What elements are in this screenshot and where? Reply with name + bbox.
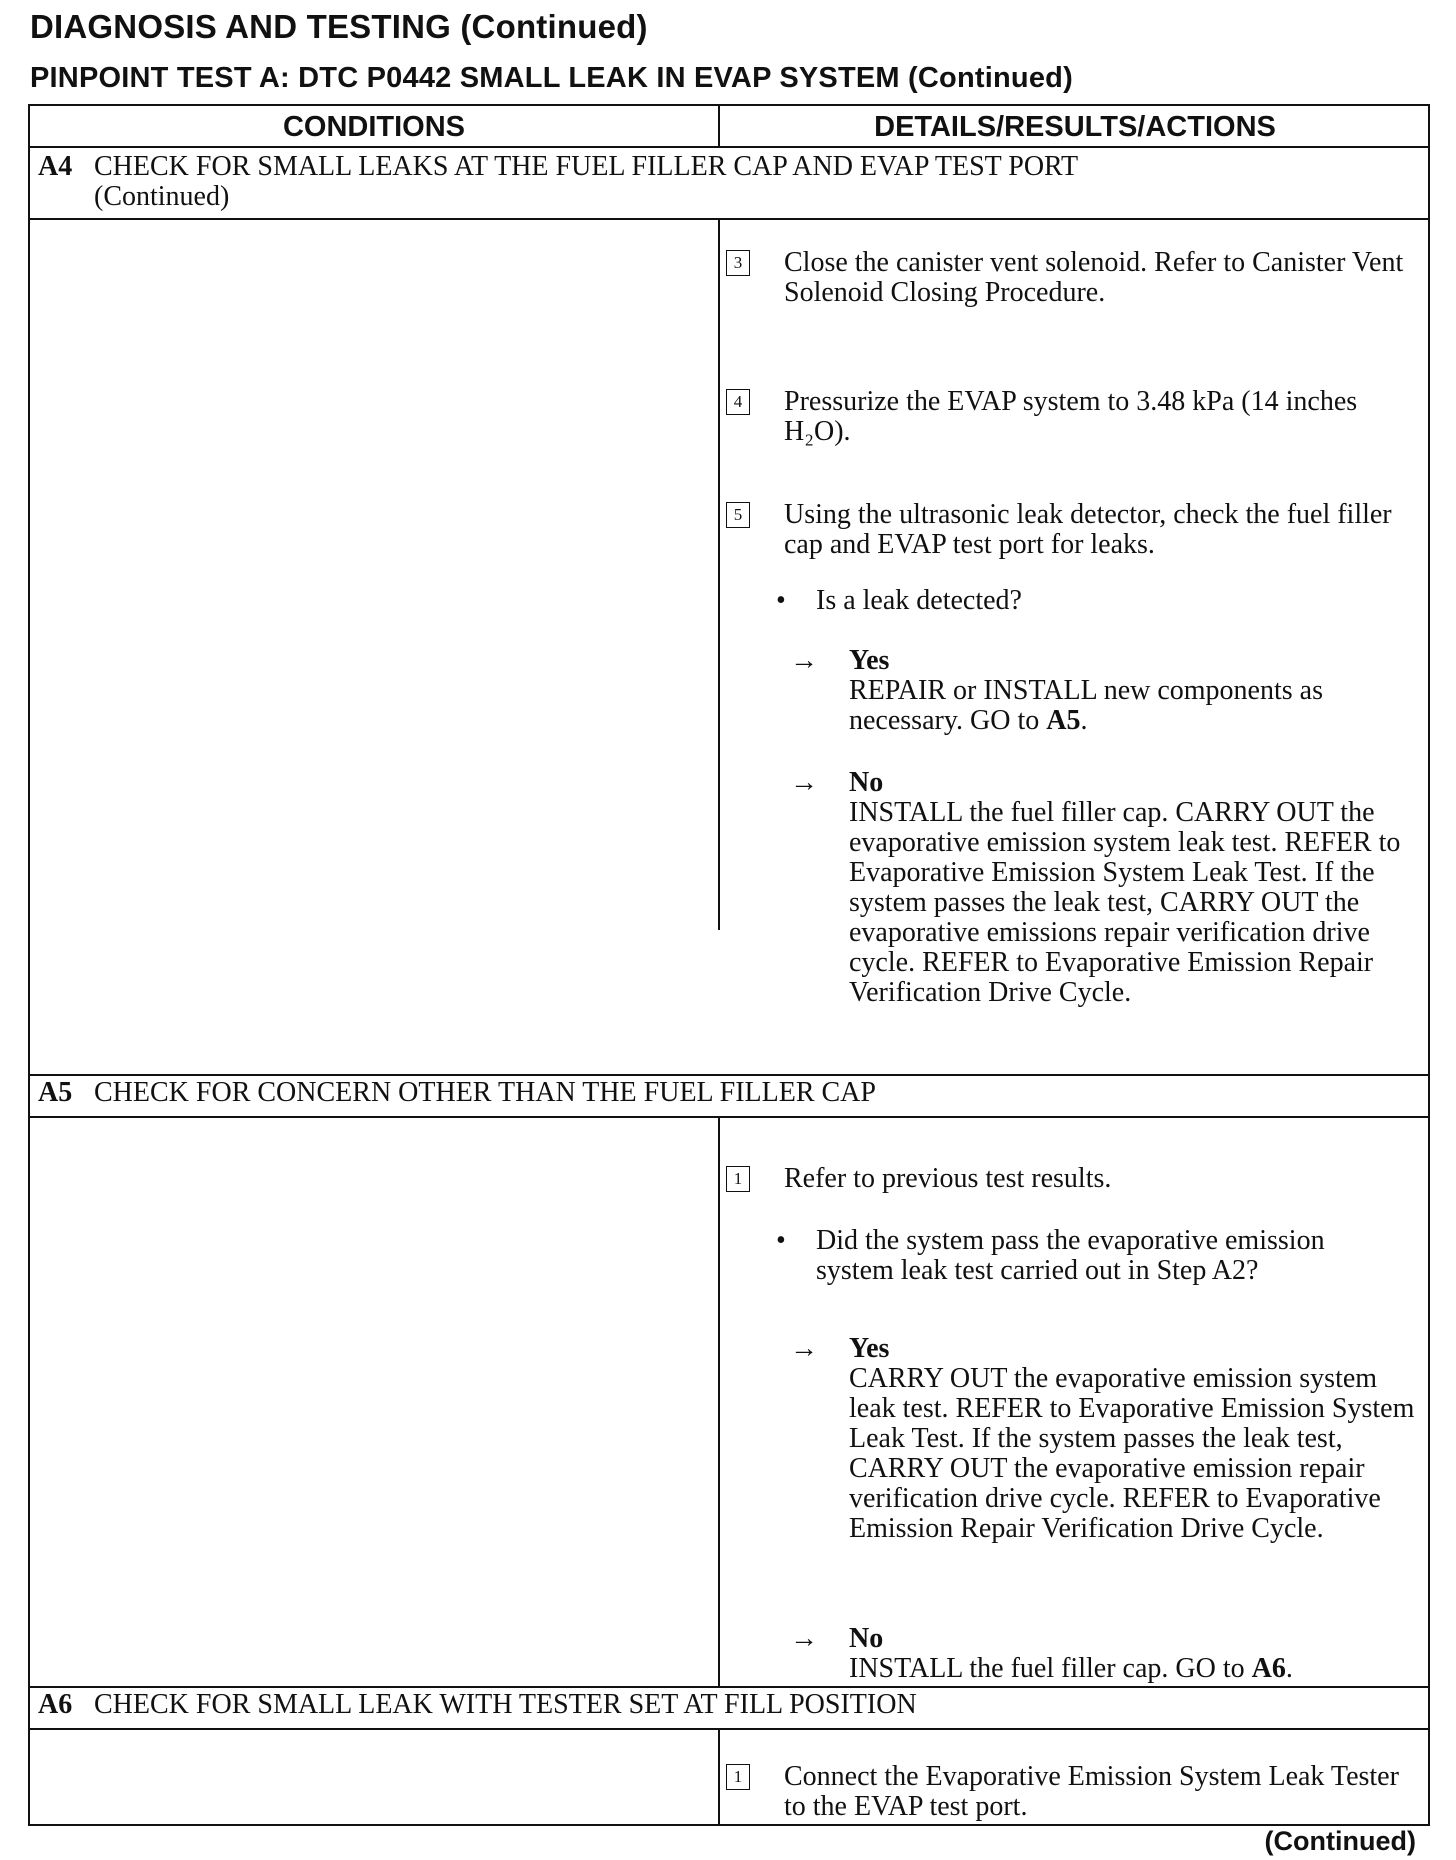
arrow-icon: → [790, 767, 818, 798]
section-title: CHECK FOR SMALL LEAK WITH TESTER SET AT FILL POSITION [94, 1689, 917, 1720]
section-continued: (Continued) [94, 181, 230, 212]
row-divider [30, 1686, 1428, 1688]
bullet-icon: • [776, 585, 786, 616]
step-number: 4 [726, 389, 750, 415]
section-a4-header [38, 152, 1078, 212]
step-text: Pressurize the EVAP system to 3.48 kPa (14 inches H₂O). [784, 386, 1358, 447]
section-code: A6 [38, 1689, 73, 1720]
arrow-icon: → [790, 645, 818, 676]
step-text: Close the canister vent solenoid. Refer to Canister Vent Solenoid Closing Procedure. [784, 247, 1404, 308]
section-a5-header [38, 1078, 876, 1108]
question-text: Did the system pass the evaporative emission system leak test carried out in Step A2? [816, 1225, 1325, 1286]
section-title: CHECK FOR CONCERN OTHER THAN THE FUEL FILLER CAP [94, 1077, 876, 1108]
step-number: 1 [726, 1764, 750, 1790]
arrow-icon: → [790, 1333, 818, 1364]
page-subtitle: PINPOINT TEST A: DTC P0442 SMALL LEAK IN EVAP SYSTEM (Continued) [30, 62, 1073, 94]
response-label: Yes [849, 645, 890, 676]
row-divider [30, 1728, 1428, 1730]
section-title: CHECK FOR SMALL LEAKS AT THE FUEL FILLER CAP AND EVAP TEST PORT [94, 151, 1079, 182]
response-label: No [849, 767, 884, 798]
pinpoint-test-table [28, 104, 1430, 1826]
section-code: A5 [38, 1077, 73, 1108]
arrow-icon: → [790, 1623, 818, 1654]
column-divider [718, 218, 720, 930]
bullet-icon: • [776, 1225, 786, 1256]
column-header-details: DETAILS/RESULTS/ACTIONS [874, 111, 1276, 143]
column-divider [718, 1116, 720, 1686]
step-text: Connect the Evaporative Emission System Leak Tester to the EVAP test port. [784, 1761, 1399, 1822]
row-divider [30, 1074, 1428, 1076]
response-text: CARRY OUT the evaporative emission system leak test. REFER to Evaporative Emission System Leak Test. If the system passes the leak test, CARRY OUT the evaporative emission repair verification drive cycle. REFER to Evaporative Emission Repair Verification Drive Cycle. [849, 1363, 1415, 1544]
response-text: REPAIR or INSTALL new components as necessary. GO to A5. [849, 675, 1323, 736]
step-text: Using the ultrasonic leak detector, check the fuel filler cap and EVAP test port for leaks. [784, 499, 1392, 560]
page-title: DIAGNOSIS AND TESTING (Continued) [30, 8, 648, 45]
section-a6-header [38, 1690, 917, 1720]
column-header-conditions: CONDITIONS [282, 111, 466, 143]
column-divider [718, 1728, 720, 1826]
section-code: A4 [38, 151, 73, 182]
step-number: 1 [726, 1166, 750, 1192]
step-text: Refer to previous test results. [784, 1163, 1112, 1194]
column-divider [718, 106, 720, 146]
response-label: No [849, 1623, 884, 1654]
response-text: INSTALL the fuel filler cap. CARRY OUT the evaporative emission system leak test. REFER to Evaporative Emission System Leak Test. If the system passes the leak test, CARRY OUT the evaporative emissions repair verification drive cycle. REFER to Evaporative Emission Repair Verification Drive Cycle. [849, 797, 1401, 1008]
response-text: INSTALL the fuel filler cap. GO to A6. [849, 1653, 1293, 1684]
row-divider [30, 1116, 1428, 1118]
continued-footer: (Continued) [1264, 1826, 1416, 1856]
response-label: Yes [849, 1333, 890, 1364]
row-divider [30, 218, 1428, 220]
question-text: Is a leak detected? [816, 585, 1022, 616]
row-divider [30, 146, 1428, 148]
step-number: 3 [726, 250, 750, 276]
step-number: 5 [726, 502, 750, 528]
